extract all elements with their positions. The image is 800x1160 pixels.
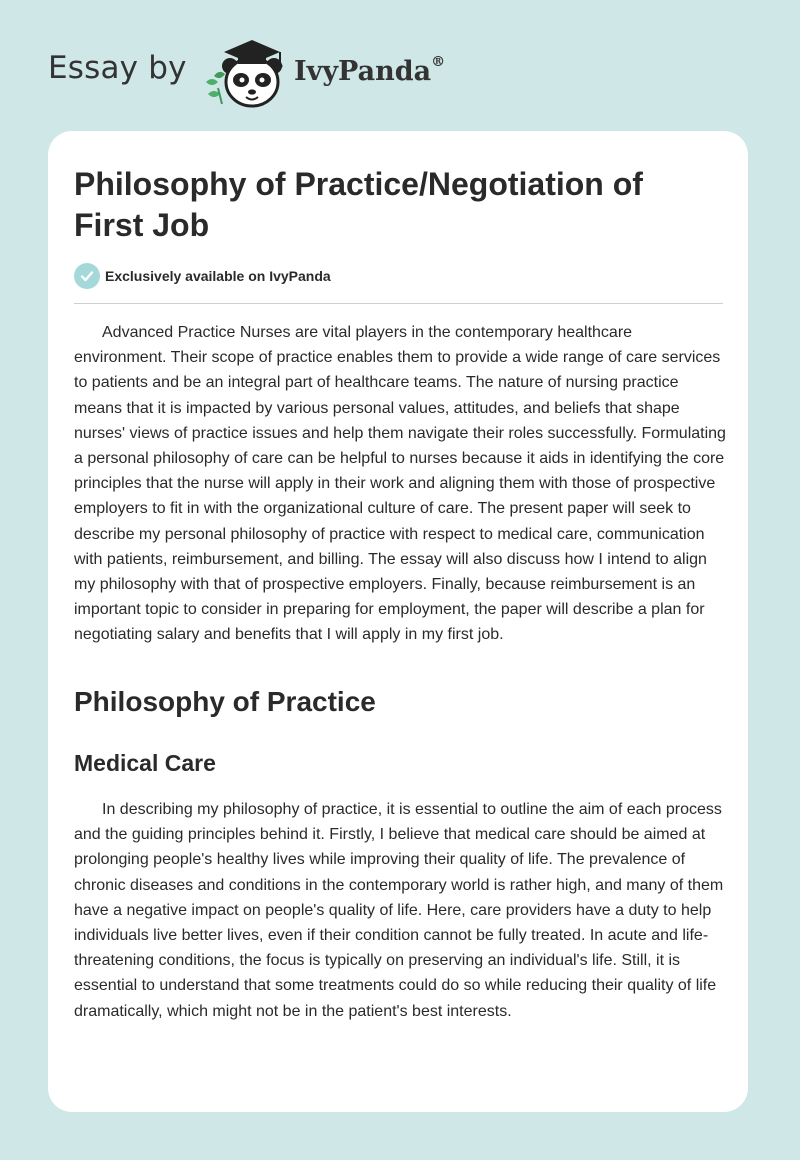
intro-paragraph: Advanced Practice Nurses are vital players in the contemporary healthcare environment. Their scope of practice enables them to provide a wide range of care services to patients and be an integral part of healthcare teams. The nature of nursing practice means that it is impacted by various personal values, attitudes, and beliefs that shape nurses' views of practice issues and help them navigate their roles successfully. Formulating a personal philosophy of care can be helpful to nurses because it aids in identifying the core principles that the nurse will apply in their work and aligning them with those of prospective employers to fit in with the organizational culture of care. The present paper will seek to describe my personal philosophy of practice with respect to medical care, communication with patients, reimbursement, and billing. The essay will also discuss how I intend to align my philosophy with that of prospective employers. Finally, because reimbursement is an important topic to consider in preparing for employment, the paper will describe a plan for negotiating salary and benefits that I will apply in my first job. [74,324,726,644]
check-circle-icon [74,263,100,289]
divider [74,303,723,304]
panda-logo-icon[interactable] [200,36,292,108]
section-heading: Philosophy of Practice [74,686,376,717]
exclusive-badge [74,263,331,289]
subsection-heading: Medical Care [74,750,216,776]
essay-title: Philosophy of Practice/Negotiation of First Job [74,166,643,243]
essay-by-label: Essay by [48,50,187,86]
registered-mark: ® [431,54,446,70]
ivypanda-brand[interactable]: IvyPanda® [294,54,446,87]
medical-care-paragraph: In describing my philosophy of practice, it is essential to outline the aim of each process and the guiding principles behind it. Firstly, I believe that medical care should be aimed at prolonging people's healthy lives while improving their quality of life. The prevalence of chronic diseases and conditions in the contemporary world is rather high, and many of them have a negative impact on people's quality of life. Here, care providers have a duty to help individuals live better lives, even if their condition cannot be fully treated. In acute and life-threatening conditions, the focus is typically on preserving an individual's life. Still, it is essential to understand that some treatments could do so while reducing their quality of life dramatically, which might not be in the patient's best interests. [74,801,724,1020]
site-header [0,0,800,130]
exclusive-label: Exclusively available on IvyPanda [105,268,331,284]
essay-card [48,131,748,1112]
